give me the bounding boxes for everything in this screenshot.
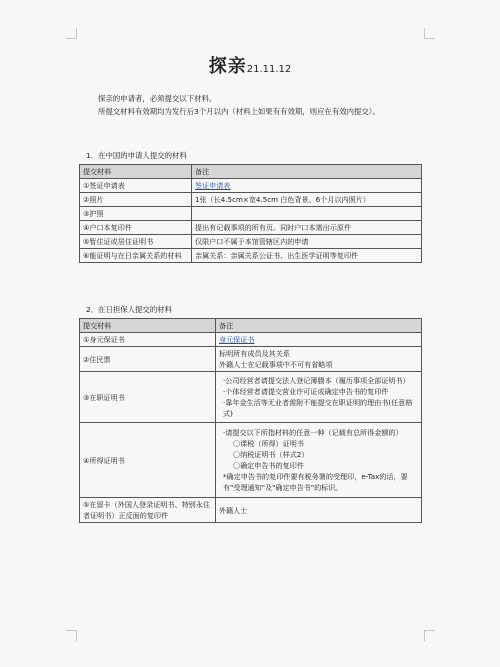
- guarantee-letter-link[interactable]: 身元保证书: [219, 335, 255, 344]
- note-line: ·靠年金生活等无业者需附不能提交在职证明的理由书(任意格式): [223, 398, 413, 418]
- table-row: [80, 498, 422, 523]
- table-row: [80, 179, 422, 193]
- table-cell: ⑥能证明与在日亲属关系的材料: [80, 249, 192, 263]
- table-cell: ⑤在留卡（外国人登录证明书、特别永住者证明书）正反面的复印件: [80, 498, 216, 523]
- table-cell: 1张（长4.5cm×宽4.5cm 白色背景、6个月以内照片）: [192, 193, 422, 207]
- table-header-row: [80, 319, 422, 333]
- crop-mark: [424, 630, 435, 641]
- section-2-heading: 2．在日担保人提交的材料: [86, 305, 173, 314]
- table-cell: [216, 372, 422, 423]
- title-date: 21.11.12: [246, 64, 292, 75]
- table-cell: ⑤暂住证或居住证明书: [80, 235, 192, 249]
- table-cell: 提出有记载事项的所有页。同时户口本需出示原件: [192, 221, 422, 235]
- visa-form-link[interactable]: 签证申请表: [195, 181, 231, 190]
- crop-mark: [66, 28, 77, 39]
- table-row: [80, 333, 422, 347]
- table-row: [80, 221, 422, 235]
- note-line: 〇确定申告书的复印件: [233, 461, 304, 470]
- note-line: 外籍人士在记载事项中不可有省略项: [219, 360, 333, 369]
- table-cell: ①签证申请表: [80, 179, 192, 193]
- table-cell: [216, 423, 422, 498]
- table-cell: 仅限户口不属于本馆管辖区内的申请: [192, 235, 422, 249]
- table-header-row: [80, 165, 422, 179]
- section-1-heading: 1．在中国的申请人提交的材料: [86, 151, 187, 160]
- table-cell: ③在职证明书: [80, 372, 216, 423]
- note-line: ·公司经营者请提交法人登记簿謄本（履历事项全部证明书）: [223, 376, 410, 385]
- table-cell: ①身元保证书: [80, 333, 216, 347]
- column-header: 备注: [216, 319, 422, 333]
- section-1-table: [79, 164, 422, 263]
- table-cell: [192, 179, 422, 193]
- intro-line-2: 所提交材料有效期均为发行后3个月以内（材料上如果有有效期，则应在有效内提交）。: [98, 107, 380, 116]
- table-row: [80, 207, 422, 221]
- table-cell: ③护照: [80, 207, 192, 221]
- table-row: [80, 347, 422, 372]
- table-cell: ②照片: [80, 193, 192, 207]
- table-cell: ④户口本复印件: [80, 221, 192, 235]
- page-title: [0, 52, 500, 78]
- column-header: 提交材料: [80, 319, 216, 333]
- table-cell: 亲属关系：亲属关系公证书、出生医学证明等复印件: [192, 249, 422, 263]
- table-row: [80, 249, 422, 263]
- crop-mark: [424, 28, 435, 39]
- table-row: [80, 423, 422, 498]
- column-header: 备注: [192, 165, 422, 179]
- title-main: 探亲: [208, 56, 247, 77]
- section-2-table: [79, 318, 422, 523]
- intro-text: [74, 92, 434, 118]
- table-row: [80, 193, 422, 207]
- note-line: 〇纳税证明书（样式2）: [233, 450, 309, 459]
- note-line: *确定申告书的复印件要有税务署的受理印，e-Tax的话，要有"受理通知"及"确定申告书"的标识。: [223, 472, 408, 492]
- table-cell: [216, 347, 422, 372]
- note-line: ·请提交以下所指材料的任意一种（记载有总所得金额的）: [223, 428, 403, 437]
- note-line: 标明所有成员及其关系: [219, 349, 290, 358]
- table-cell: [192, 207, 422, 221]
- table-row: [80, 235, 422, 249]
- column-header: 提交材料: [80, 165, 192, 179]
- table-cell: ④所得证明书: [80, 423, 216, 498]
- intro-line-1: 探亲的申请者，必须提交以下材料。: [98, 94, 217, 103]
- table-cell: 外籍人士: [216, 498, 422, 523]
- note-line: ·个体经营者请提交营业许可证或确定申告书的复印件: [223, 387, 389, 396]
- table-row: [80, 372, 422, 423]
- table-cell: [216, 333, 422, 347]
- note-line: 〇课税（所得）证明书: [233, 439, 304, 448]
- table-cell: ②住民票: [80, 347, 216, 372]
- crop-mark: [66, 630, 77, 641]
